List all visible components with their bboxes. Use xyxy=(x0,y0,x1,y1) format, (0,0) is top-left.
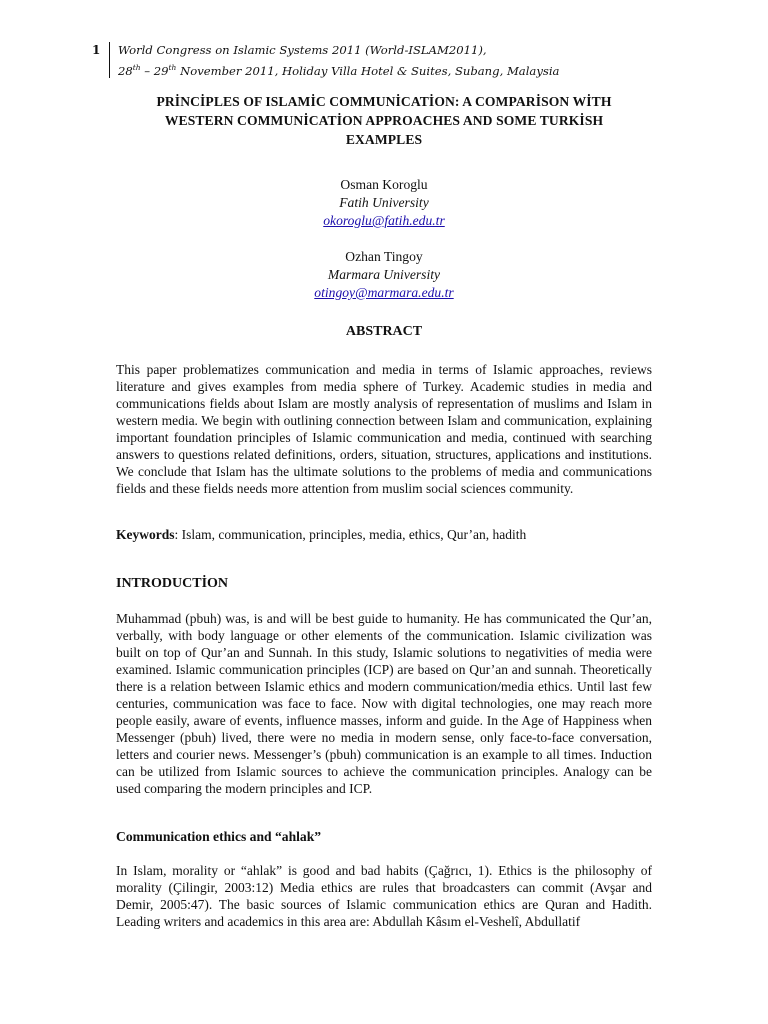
header-date-start-suffix: th xyxy=(132,63,141,72)
header-divider xyxy=(109,42,110,78)
header-venue-line xyxy=(113,59,673,80)
header-conference-line: World Congress on Islamic Systems 2011 (World-ISLAM2011), xyxy=(118,43,487,57)
introduction-paragraph: Muhammad (pbuh) was, is and will be best guide to humanity. He has communicated the Qur’an, verbally, with body language or other elements of the communication. Islamic civilization was built on top of Qur’an and Sunnah. In this study, Islamic solutions to negativities of media were examined. Islamic communication principles (ICP) are based on Qur’an and sunnah. Theoretically there is a relation between Islamic ethics and modern communication/media ethics. Until last few centuries, communication was face to face. Now with digital technologies, one may reach more people easily, aware of events, influence masses, inform and guide. In the Age of Happiness when Messenger (pbuh) lived, there were no media in modern sense, only face-to-face conversation, letters and courier news. Messenger’s (pbuh) communication is an example to all times. Induction can be utilized from Islamic sources to achieve the communication principles. Analogy can be used comparing the modern principles and ICP. xyxy=(116,611,652,796)
keywords-label: Keywords xyxy=(116,527,175,542)
paper-title xyxy=(116,92,652,149)
keywords-line xyxy=(116,526,652,543)
ethics-subheading: Communication ethics and “ahlak” xyxy=(116,829,322,844)
author-name: Ozhan Tingoy xyxy=(345,249,423,264)
abstract-heading: ABSTRACT xyxy=(345,324,423,339)
introduction-heading: INTRODUCTİON xyxy=(116,576,229,591)
header-venue: November 2011, Holiday Villa Hotel & Suites, Subang, Malaysia xyxy=(176,63,560,78)
running-header xyxy=(92,42,673,80)
page-number: 1 xyxy=(92,43,101,57)
title-line-1: PRİNCİPLES OF ISLAMİC COMMUNİCATİON: A COMPARİSON WİTH xyxy=(156,94,612,109)
header-date-start: 28 xyxy=(118,63,133,78)
ethics-paragraph: In Islam, morality or “ahlak” is good and bad habits (Çağrıcı, 1). Ethics is the philosophy of morality (Çilingir, 2003:12) Media ethics are rules that broadcasters can commit (Avşar and Demir, 2005:47). The basic sources of Islamic communication ethics are Quran and Hadith. Leading writers and academics in this area are: Abdullah Kâsım el-Veshelî, Abdullatif xyxy=(116,863,652,929)
keywords-list: : Islam, communication, principles, media, ethics, Qur’an, hadith xyxy=(174,527,527,542)
author-name: Osman Koroglu xyxy=(340,177,428,192)
abstract-paragraph: This paper problematizes communication and media in terms of Islamic approaches, reviews literature and gives examples from media sphere of Turkey. Academic studies in media and communications fields about Islam are mostly analysis of representation of muslims and Islam in western media. We begin with outlining connection between Islam and communication, explaining important foundation principles of Islamic communication and media, continued with searching answers to questions related definitions, orders, situation, structures, applications and institutions. We conclude that Islam has the ultimate solutions to the problems of media and communications fields and these fields needs more attention from muslim social sciences community. xyxy=(116,362,652,496)
title-line-3: EXAMPLES xyxy=(345,132,423,147)
header-date-end-suffix: th xyxy=(168,63,177,72)
author-email-link[interactable]: okoroglu@fatih.edu.tr xyxy=(323,213,445,228)
title-line-2: WESTERN COMMUNİCATİON APPROACHES AND SOME TURKİSH xyxy=(164,113,604,128)
author-list xyxy=(116,176,652,302)
author-affiliation: Marmara University xyxy=(327,267,441,282)
author-email-link[interactable]: otingoy@marmara.edu.tr xyxy=(314,285,454,300)
header-date-end: – 29 xyxy=(140,63,169,78)
author-affiliation: Fatih University xyxy=(339,195,429,210)
